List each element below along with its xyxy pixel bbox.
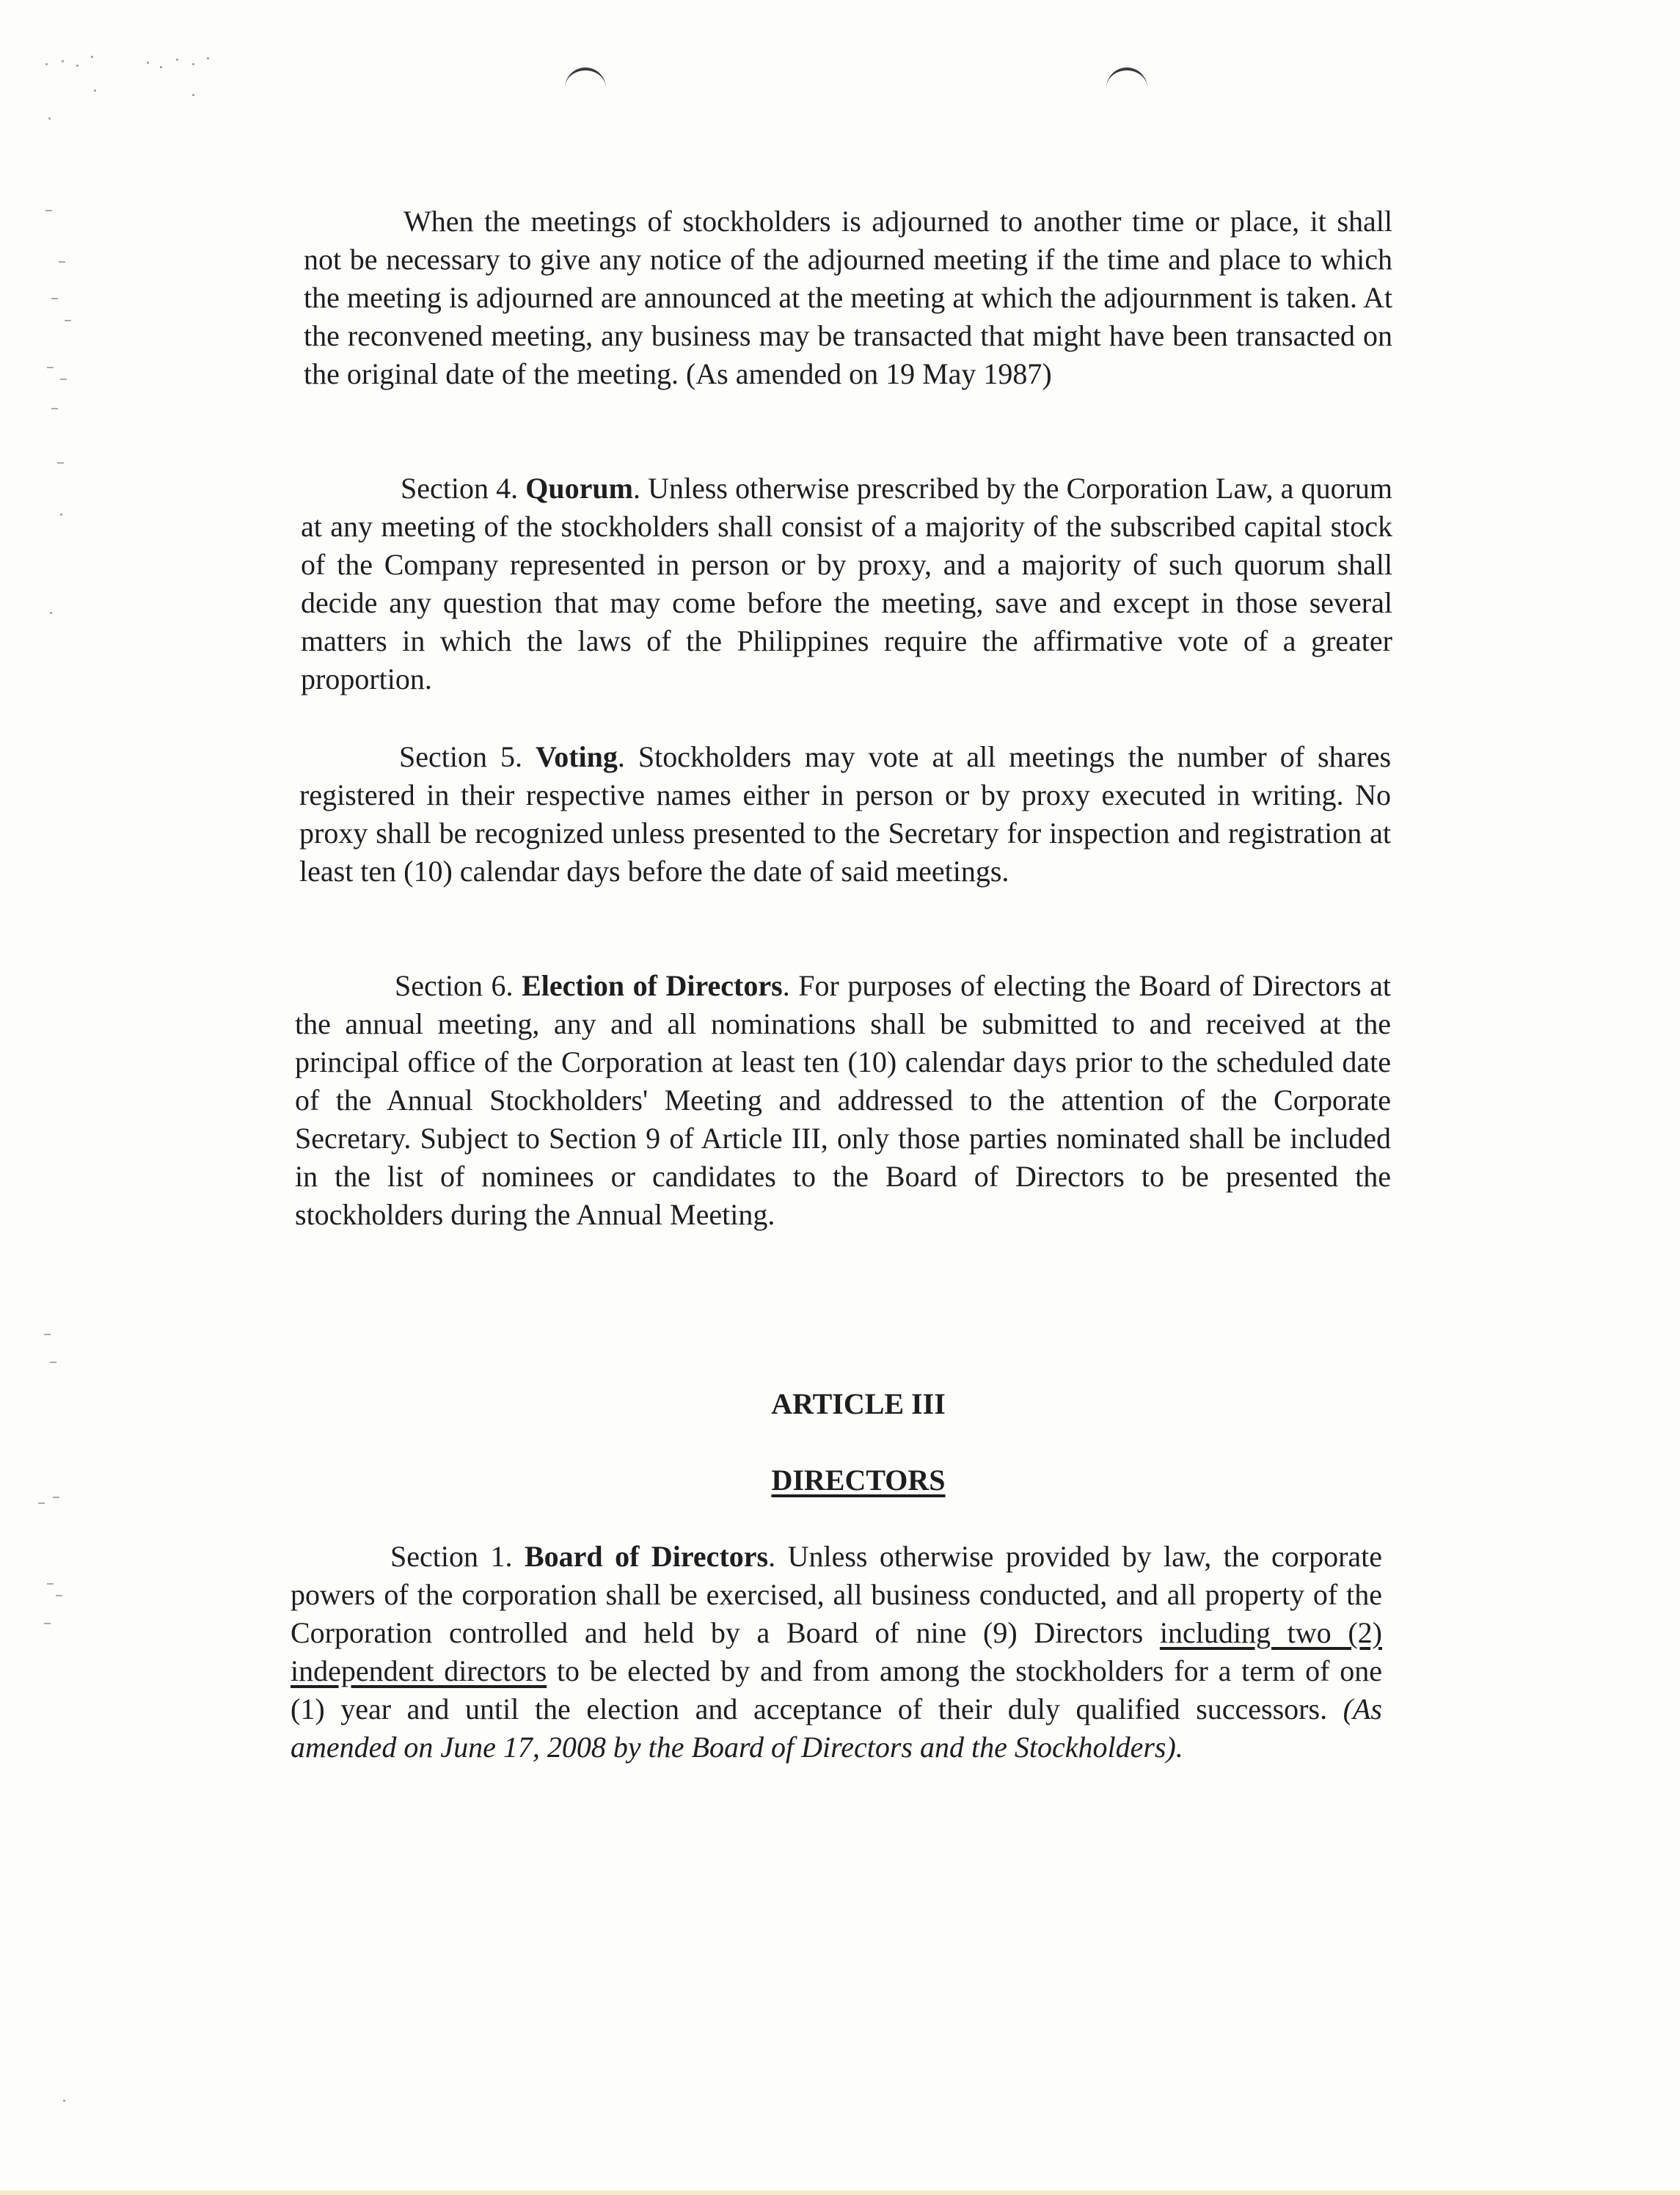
section-5-heading: Voting	[535, 740, 618, 773]
adjournment-paragraph	[304, 202, 1392, 393]
section-6-text: . For purposes of electing the Board of Directors at the annual meeting, any and all nominations shall be submitted to and received at the principal office of the Corporation at least ten (10) calendar days prior to the scheduled date of the Annual Stockholders' Meeting and addressed to the attention of the Corporate Secretary. Subject to Section 9 of Article III, only those parties nominated shall be included in the list of nominees or candidates to the Board of Directors to be presented the stockholders during the Annual Meeting.	[295, 969, 1392, 1231]
section-5-lead: Section 5.	[399, 740, 522, 773]
article-3-section-1-lead: Section 1.	[390, 1540, 513, 1573]
section-4-text: . Unless otherwise prescribed by the Corporation Law, a quorum at any meeting of the stockholders shall consist of a majority of the subscribed capital stock of the Company represented in person or by proxy, and a majority of such quorum shall decide any question that may come before the meeting, save and except in those several matters in which the laws of the Philippines require the affirmative vote of a greater proportion.	[301, 472, 1393, 695]
article-3-section-1-text-after: to be elected by and from among the stockholders for a term of one (1) year and until the election and acceptance of their duly qualified successors.	[291, 1654, 1382, 1725]
punch-hole-mark-right	[1106, 67, 1147, 88]
amendment-note: (As amended on June 17, 2008 by the Board of Directors and the Stockholders).	[291, 1692, 1382, 1764]
article-3-section-1-text-before: . Unless otherwise provided by law, the corporate powers of the corporation shall be exercised, all business conducted, and all property of the Corporation controlled and held by a Board of nine (9) Directors	[291, 1540, 1383, 1649]
section-6-lead: Section 6.	[395, 969, 514, 1002]
section-6-heading: Election of Directors	[522, 969, 783, 1002]
section-4-heading: Quorum	[525, 472, 633, 505]
punch-hole-mark-left	[565, 67, 606, 88]
section-6-election-of-directors	[295, 967, 1391, 1234]
article-3-section-1-board-of-directors	[291, 1538, 1382, 1767]
section-4-quorum	[301, 470, 1392, 698]
article-number: ARTICLE III	[771, 1387, 946, 1420]
independent-directors-clause: including two (2) independent directors	[291, 1616, 1382, 1687]
scan-bottom-edge	[0, 2191, 1680, 2195]
section-4-lead: Section 4.	[401, 472, 519, 505]
article-3-section-1-heading: Board of Directors	[524, 1540, 769, 1573]
article-title: DIRECTORS	[771, 1464, 946, 1497]
adjournment-text: When the meetings of stockholders is adjourned to another time or place, it shall not be necessary to give any notice of the adjourned meeting if the time and place to which the meeting is adjourned are announced at the meeting at which the adjournment is taken. At the reconvened meeting, any business may be transacted that might have been transacted on the original date of the meeting. (As amended on 19 May 1987)	[304, 205, 1392, 390]
section-5-voting	[299, 738, 1391, 891]
section-5-text: . Stockholders may vote at all meetings the number of shares registered in their respective names either in person or by proxy executed in writing. No proxy shall be recognized unless presented to the Secretary for inspection and registration at least ten (10) calendar days before the date of said meetings.	[299, 740, 1392, 888]
